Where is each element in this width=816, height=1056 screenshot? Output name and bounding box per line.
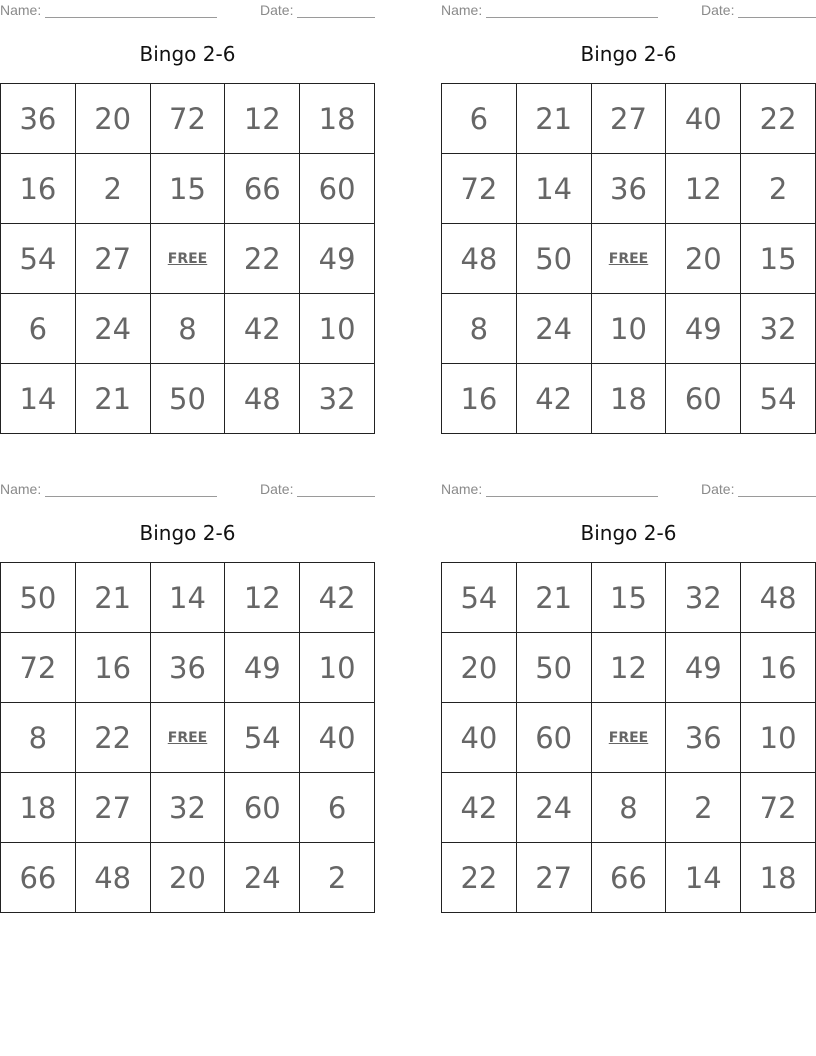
bingo-cell: 22 — [741, 84, 816, 154]
bingo-cell: 2 — [300, 843, 375, 913]
bingo-cell: 20 — [76, 84, 151, 154]
bingo-cell: 60 — [300, 154, 375, 224]
bingo-cell: 12 — [225, 563, 300, 633]
bingo-cell: 49 — [300, 224, 375, 294]
bingo-cell: 72 — [151, 84, 226, 154]
bingo-cell: 50 — [517, 224, 592, 294]
card-header — [441, 0, 816, 22]
bingo-cell: 18 — [741, 843, 816, 913]
bingo-cell: 72 — [1, 633, 76, 703]
bingo-cell: 16 — [442, 364, 517, 434]
bingo-cell: 27 — [76, 224, 151, 294]
name-field-line — [45, 17, 217, 18]
date-field-line — [297, 496, 375, 497]
bingo-cell: 2 — [76, 154, 151, 224]
bingo-cell: 36 — [1, 84, 76, 154]
bingo-card — [0, 479, 375, 909]
name-field-line — [45, 496, 217, 497]
bingo-cell: 72 — [442, 154, 517, 224]
bingo-cell: 15 — [592, 563, 667, 633]
bingo-cell: 8 — [1, 703, 76, 773]
name-label: Name: — [441, 2, 483, 18]
bingo-cell: 14 — [151, 563, 226, 633]
name-label: Name: — [441, 481, 483, 497]
bingo-cell: 18 — [1, 773, 76, 843]
bingo-cell: 24 — [225, 843, 300, 913]
bingo-cell: 16 — [741, 633, 816, 703]
bingo-cell: 10 — [300, 633, 375, 703]
bingo-cell: 42 — [300, 563, 375, 633]
name-field-line — [486, 17, 658, 18]
card-header — [0, 0, 375, 22]
card-title: Bingo 2-6 — [139, 521, 236, 545]
bingo-cell: 18 — [300, 84, 375, 154]
bingo-cell: 54 — [442, 563, 517, 633]
bingo-cell: 16 — [76, 633, 151, 703]
bingo-cell: 72 — [741, 773, 816, 843]
bingo-cell: 60 — [517, 703, 592, 773]
date-label: Date: — [260, 2, 294, 18]
bingo-cell: 48 — [442, 224, 517, 294]
bingo-cell: 49 — [225, 633, 300, 703]
bingo-cell: 15 — [151, 154, 226, 224]
bingo-cell: 21 — [517, 563, 592, 633]
bingo-cell: 2 — [666, 773, 741, 843]
card-header — [441, 479, 816, 501]
bingo-cell: 32 — [300, 364, 375, 434]
bingo-cell: 10 — [592, 294, 667, 364]
card-title: Bingo 2-6 — [580, 521, 677, 545]
bingo-cell: 24 — [517, 294, 592, 364]
bingo-cell: 40 — [666, 84, 741, 154]
bingo-cell: 32 — [666, 563, 741, 633]
bingo-cell: 66 — [225, 154, 300, 224]
bingo-cell: 20 — [151, 843, 226, 913]
bingo-cell: 50 — [151, 364, 226, 434]
bingo-cell: 50 — [517, 633, 592, 703]
bingo-cell: 15 — [741, 224, 816, 294]
date-field-line — [297, 17, 375, 18]
bingo-cell: 27 — [76, 773, 151, 843]
bingo-card — [441, 0, 816, 430]
bingo-cell: 12 — [592, 633, 667, 703]
bingo-cell: 60 — [225, 773, 300, 843]
bingo-cell: 8 — [151, 294, 226, 364]
bingo-cell: 14 — [517, 154, 592, 224]
bingo-cell: 66 — [592, 843, 667, 913]
bingo-cell: 20 — [442, 633, 517, 703]
date-field-line — [738, 496, 816, 497]
bingo-card — [441, 479, 816, 909]
card-title: Bingo 2-6 — [139, 42, 236, 66]
bingo-cell: 16 — [1, 154, 76, 224]
bingo-cell: 22 — [225, 224, 300, 294]
bingo-cell: 21 — [517, 84, 592, 154]
bingo-cell: 49 — [666, 294, 741, 364]
bingo-cell: 54 — [225, 703, 300, 773]
bingo-cell: 12 — [225, 84, 300, 154]
free-space-cell: FREE — [151, 224, 226, 294]
free-space-cell: FREE — [592, 703, 667, 773]
bingo-cell: 27 — [517, 843, 592, 913]
bingo-grid — [0, 562, 375, 913]
date-label: Date: — [701, 481, 735, 497]
card-title: Bingo 2-6 — [580, 42, 677, 66]
bingo-cell: 40 — [442, 703, 517, 773]
bingo-cell: 66 — [1, 843, 76, 913]
bingo-cell: 54 — [1, 224, 76, 294]
bingo-cell: 6 — [442, 84, 517, 154]
bingo-cell: 24 — [76, 294, 151, 364]
bingo-cell: 6 — [1, 294, 76, 364]
bingo-cell: 8 — [442, 294, 517, 364]
bingo-cell: 6 — [300, 773, 375, 843]
bingo-cell: 50 — [1, 563, 76, 633]
bingo-cell: 60 — [666, 364, 741, 434]
bingo-cell: 36 — [592, 154, 667, 224]
bingo-cell: 42 — [517, 364, 592, 434]
bingo-card — [0, 0, 375, 430]
date-label: Date: — [260, 481, 294, 497]
bingo-cell: 14 — [666, 843, 741, 913]
bingo-cell: 8 — [592, 773, 667, 843]
name-label: Name: — [0, 2, 42, 18]
bingo-cell: 10 — [741, 703, 816, 773]
bingo-cell: 32 — [151, 773, 226, 843]
bingo-cell: 32 — [741, 294, 816, 364]
bingo-cell: 27 — [592, 84, 667, 154]
free-space-cell: FREE — [592, 224, 667, 294]
bingo-cell: 12 — [666, 154, 741, 224]
bingo-cell: 18 — [592, 364, 667, 434]
bingo-grid — [441, 83, 816, 434]
name-label: Name: — [0, 481, 42, 497]
bingo-cell: 21 — [76, 364, 151, 434]
bingo-cell: 42 — [225, 294, 300, 364]
bingo-cell: 24 — [517, 773, 592, 843]
bingo-cell: 2 — [741, 154, 816, 224]
card-header — [0, 479, 375, 501]
bingo-cell: 22 — [442, 843, 517, 913]
bingo-cell: 54 — [741, 364, 816, 434]
bingo-cell: 48 — [225, 364, 300, 434]
bingo-cell: 42 — [442, 773, 517, 843]
bingo-cell: 36 — [666, 703, 741, 773]
bingo-cell: 20 — [666, 224, 741, 294]
bingo-cell: 14 — [1, 364, 76, 434]
bingo-grid — [0, 83, 375, 434]
bingo-cell: 49 — [666, 633, 741, 703]
bingo-cell: 40 — [300, 703, 375, 773]
bingo-cell: 22 — [76, 703, 151, 773]
bingo-cell: 36 — [151, 633, 226, 703]
date-label: Date: — [701, 2, 735, 18]
bingo-cell: 48 — [741, 563, 816, 633]
free-space-cell: FREE — [151, 703, 226, 773]
bingo-cell: 48 — [76, 843, 151, 913]
bingo-cell: 10 — [300, 294, 375, 364]
name-field-line — [486, 496, 658, 497]
date-field-line — [738, 17, 816, 18]
bingo-cell: 21 — [76, 563, 151, 633]
bingo-grid — [441, 562, 816, 913]
